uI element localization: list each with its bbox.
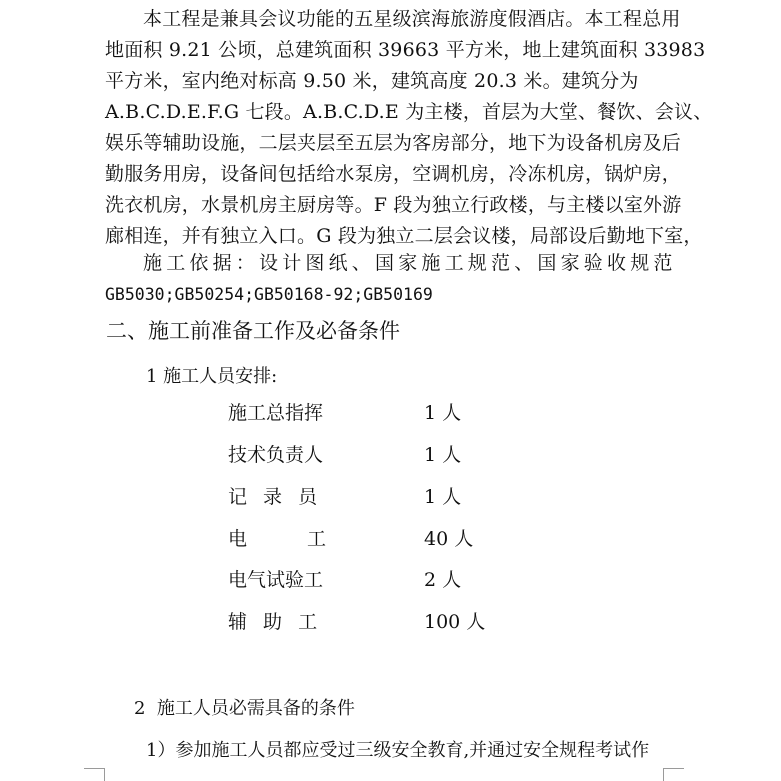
staff-count: 1 人 xyxy=(424,402,462,424)
section-heading: 二、施工前准备工作及必备条件 xyxy=(106,319,400,343)
staff-row xyxy=(228,607,488,637)
staff-count: 100 人 xyxy=(424,611,486,633)
basis-line: 施工依据：设计图纸、国家施工规范、国家验收规范 xyxy=(143,252,677,274)
staff-role: 技术负责人 xyxy=(228,444,324,466)
staff-row xyxy=(228,565,488,595)
staff-role: 施工总指挥 xyxy=(228,402,324,424)
paragraph-line: 廊相连，并有独立入口。G 段为独立二层会议楼，局部设后勤地下室， xyxy=(105,225,703,247)
staff-role: 记 录 员 xyxy=(228,486,318,508)
subheading-staff-requirements: 2 施工人员必需具备的条件 xyxy=(134,698,355,719)
paragraph-line: 娱乐等辅助设施，二层夹层至五层为客房部分，地下为设备机房及后 xyxy=(105,132,682,154)
paragraph-line: 勤服务用房，设备间包括给水泵房，空调机房，冷冻机房，锅炉房， xyxy=(105,163,682,185)
staff-row xyxy=(228,440,488,470)
staff-role: 电 工 xyxy=(228,528,327,550)
staff-count: 1 人 xyxy=(424,486,462,508)
margin-corner-mark xyxy=(84,768,105,781)
staff-count: 1 人 xyxy=(424,444,462,466)
paragraph-line: 平方米，室内绝对标高 9.50 米，建筑高度 20.3 米。建筑分为 xyxy=(105,70,639,92)
paragraph-line: 本工程是兼具会议功能的五星级滨海旅游度假酒店。本工程总用 xyxy=(143,8,681,30)
standards-line: GB5030;GB50254;GB50168-92;GB50169 xyxy=(105,285,433,304)
staff-role: 电气试验工 xyxy=(228,569,324,591)
margin-corner-mark xyxy=(663,768,684,781)
staff-count: 2 人 xyxy=(424,569,462,591)
staff-count: 40 人 xyxy=(424,528,474,550)
requirement-item: 1）参加施工人员都应受过三级安全教育,并通过安全规程考试作 xyxy=(146,740,650,761)
staff-row xyxy=(228,482,488,512)
staff-row xyxy=(228,524,488,554)
paragraph-line: 洗衣机房，水景机房主厨房等。F 段为独立行政楼，与主楼以室外游 xyxy=(105,194,682,216)
subheading-staff-arrangement: 1 施工人员安排: xyxy=(146,366,278,387)
paragraph-line: A.B.C.D.E.F.G 七段。A.B.C.D.E 为主楼，首层为大堂、餐饮、会议、 xyxy=(105,101,713,123)
staff-role: 辅 助 工 xyxy=(228,611,318,633)
staff-row xyxy=(228,398,488,428)
paragraph-line: 地面积 9.21 公顷，总建筑面积 39663 平方米，地上建筑面积 33983 xyxy=(105,39,706,61)
